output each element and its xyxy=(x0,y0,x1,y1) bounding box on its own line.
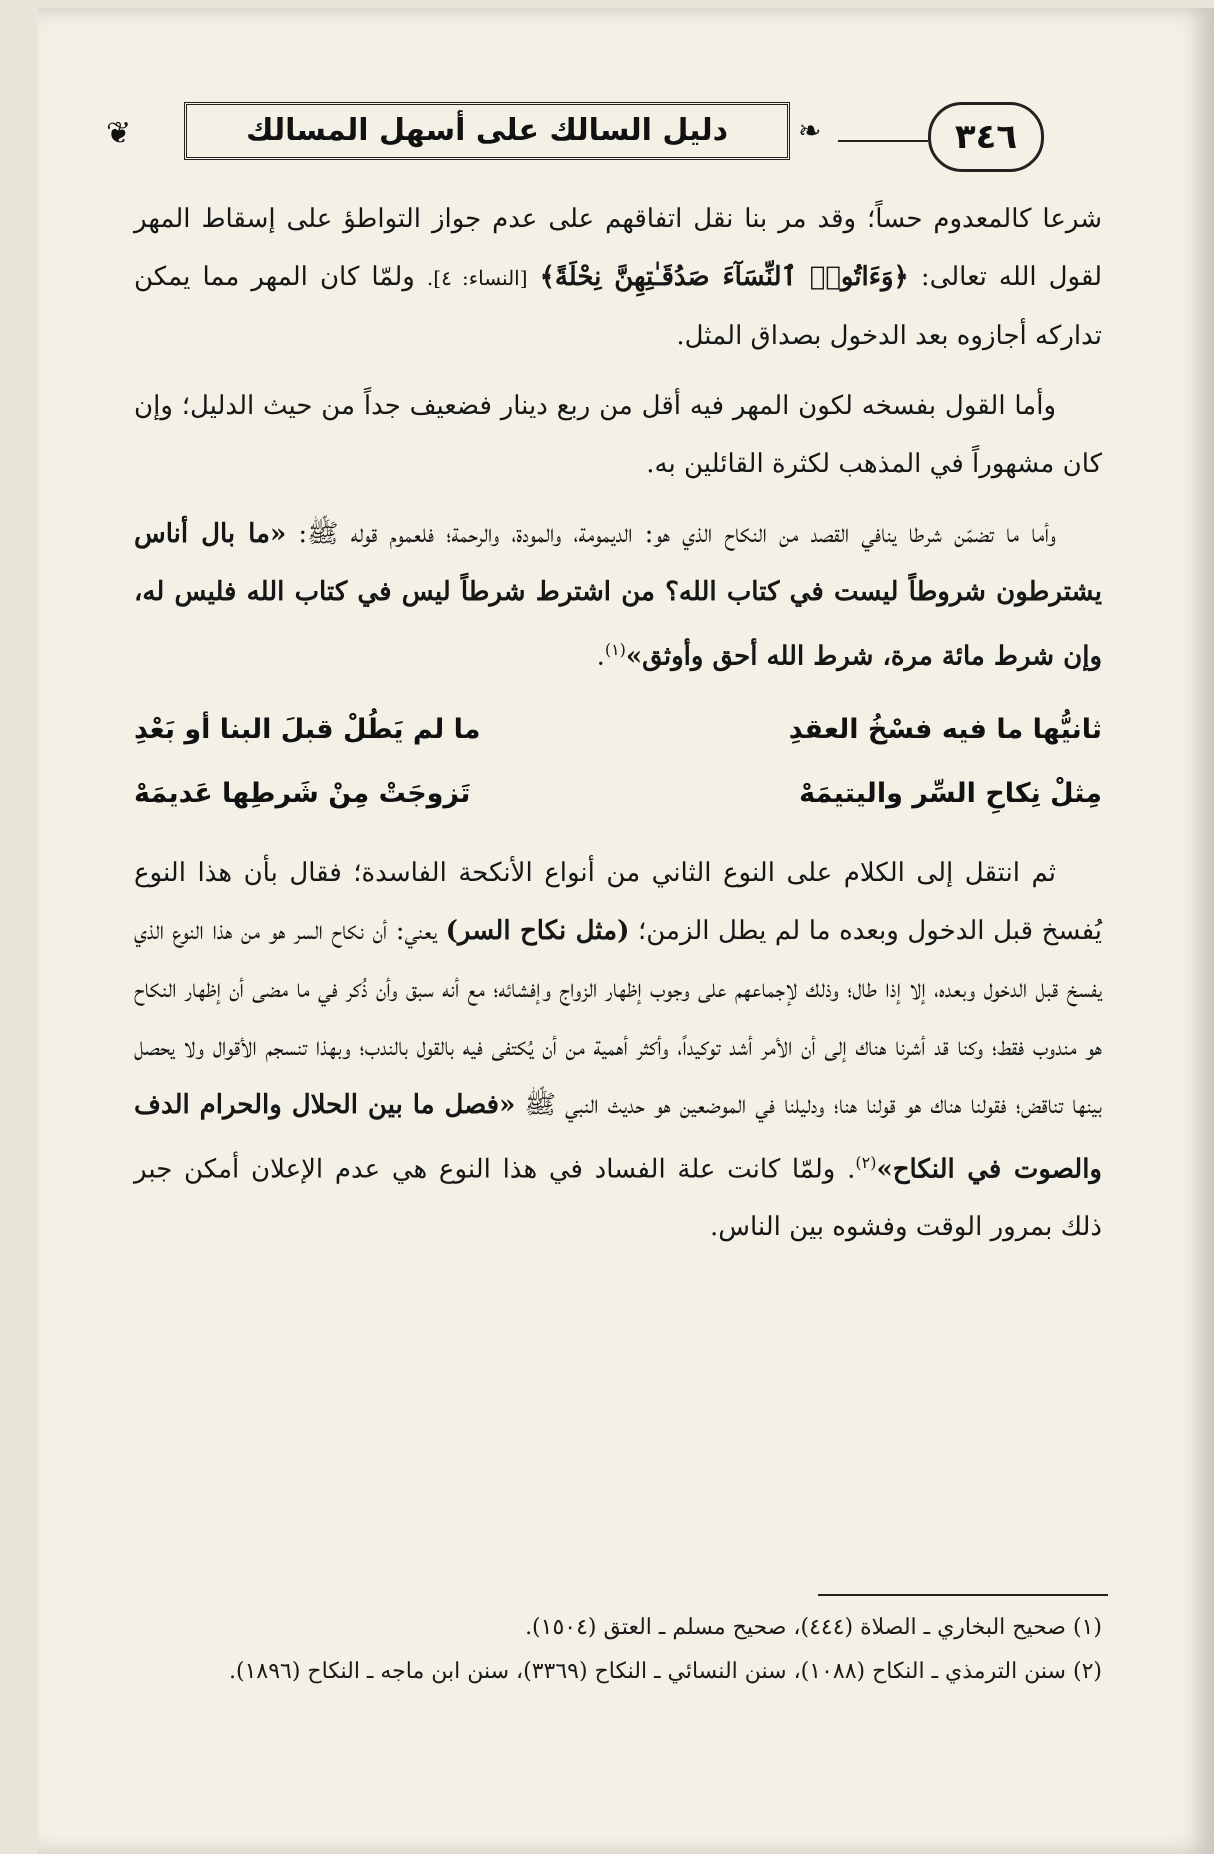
hadith-quote: «ما بال أناس يشترطون شروطاً ليست في كتاب الله؟ من اشترط شرطاً ليس في كتاب الله فليس له، وإن شرط مائة مرة، شرط الله أحق وأوثق» xyxy=(134,519,1102,672)
footnote-marker: (٢) xyxy=(855,1152,877,1172)
footnote: (١) صحيح البخاري ـ الصلاة (٤٤٤)، صحيح مسلم ـ العتق (١٥٠٤). xyxy=(525,1615,1102,1640)
footnote-marker: (١) xyxy=(604,640,626,659)
footnote-rule xyxy=(818,1594,1108,1596)
quran-verse: ﴿وَءَاتُوا۟ ٱلنِّسَآءَ صَدُقَـٰتِهِنَّ نِحْلَةً﴾ xyxy=(539,262,909,292)
paragraph-text: . ولمّا كانت علة الفساد في هذا النوع هي عدم الإعلان أمكن جبر ذلك بمرور الوقت وفشوه بين الناس. xyxy=(134,1154,1102,1243)
paragraph: وأما القول بفسخه لكون المهر فيه أقل من ربع دينار فضعيف جداً من حيث الدليل؛ وإن كان مشهوراً في المذهب لكثرة القائلين به. xyxy=(134,391,1102,479)
ornament-icon: ❦ xyxy=(106,116,132,151)
paragraph xyxy=(134,505,1102,686)
paragraph-text: . xyxy=(596,641,605,672)
page-number: ٣٤٦ xyxy=(928,102,1044,172)
poem-line xyxy=(134,698,1102,762)
poem-hemistich: مِثلْ نِكاحِ السِّر واليتيمَهْ xyxy=(799,777,1102,809)
quoted-verse-term: (مثل نكاح السر) xyxy=(445,915,630,946)
running-title: دليل السالك على أسهل المسالك xyxy=(184,102,790,160)
paragraph-text: ثم انتقل إلى الكلام على النوع الثاني من أنواع الأنكحة الفاسدة؛ فقال بأن هذا النوع يُفسخ قبل الدخول وبعده ما لم يطل الزمن؛ xyxy=(134,857,1103,946)
book-page xyxy=(38,8,1214,1854)
hadith-quote: «فصل ما بين الحلال والحرام الدف والصوت في النكاح» xyxy=(134,1089,1102,1185)
header-rule xyxy=(838,140,928,142)
poem-line xyxy=(134,762,1102,826)
footnotes xyxy=(134,1606,1102,1694)
poem-hemistich: ما لم يَطُلْ قبلَ البنا أو بَعْدِ xyxy=(134,713,481,745)
verse-reference: [النساء: ٤]. xyxy=(426,266,528,290)
paragraph xyxy=(134,844,1102,1257)
main-text xyxy=(134,190,1102,1268)
paragraph-text: شرعا كالمعدوم حساً؛ وقد مر بنا نقل اتفاقهم على عدم جواز التواطؤ على إسقاط المهر لقول الله تعالى: xyxy=(134,204,1103,292)
ornament-icon: ❧ xyxy=(798,114,822,147)
footnote: (٢) سنن الترمذي ـ النكاح (١٠٨٨)، سنن النسائي ـ النكاح (٣٣٦٩)، سنن ابن ماجه ـ النكاح (١٨٩٦). xyxy=(229,1659,1102,1684)
paragraph-text: ولمّا كان المهر مما يمكن تداركه أجازوه بعد الدخول بصداق المثل. xyxy=(134,262,1102,351)
poem-hemistich: ثانيُّها ما فيه فسْخُ العقدِ xyxy=(788,713,1102,745)
poem-hemistich: تَزوجَتْ مِنْ شَرطِها عَديمَهْ xyxy=(134,777,471,809)
paragraph-text: يعني: أن نكاح السر هو من هذا النوع الذي يفسخ قبل الدخول وبعده، إلا إذا طال؛ وذلك لإجماعهم على وجوب إظهار الزواج وإفشائه؛ مع أنه سبق وأن ذُكر في ما مضى أن إظهار النكاح هو مندوب فقط؛ وكنا قد أشرنا هناك إلى أن الأمر أشد توكيداً، وأكثر أهمية من أن يُكتفى فيه بالقول بالندب؛ وبهذا تنسجم الأقوال ولا يحصل بينها تناقض؛ فقولنا هناك هو قولنا هنا؛ ودليلنا في الموضعين هو حديث النبي ﷺ xyxy=(134,915,1103,1120)
page-header xyxy=(98,100,1108,180)
poem xyxy=(134,698,1102,826)
paragraph xyxy=(134,190,1102,365)
paragraph-text: وأما ما تضمّن شرطا ينافي القصد من النكاح الذي هو: الديمومة، والمودة، والرحمة؛ فلعموم قوله ﷺ: xyxy=(298,519,1057,549)
